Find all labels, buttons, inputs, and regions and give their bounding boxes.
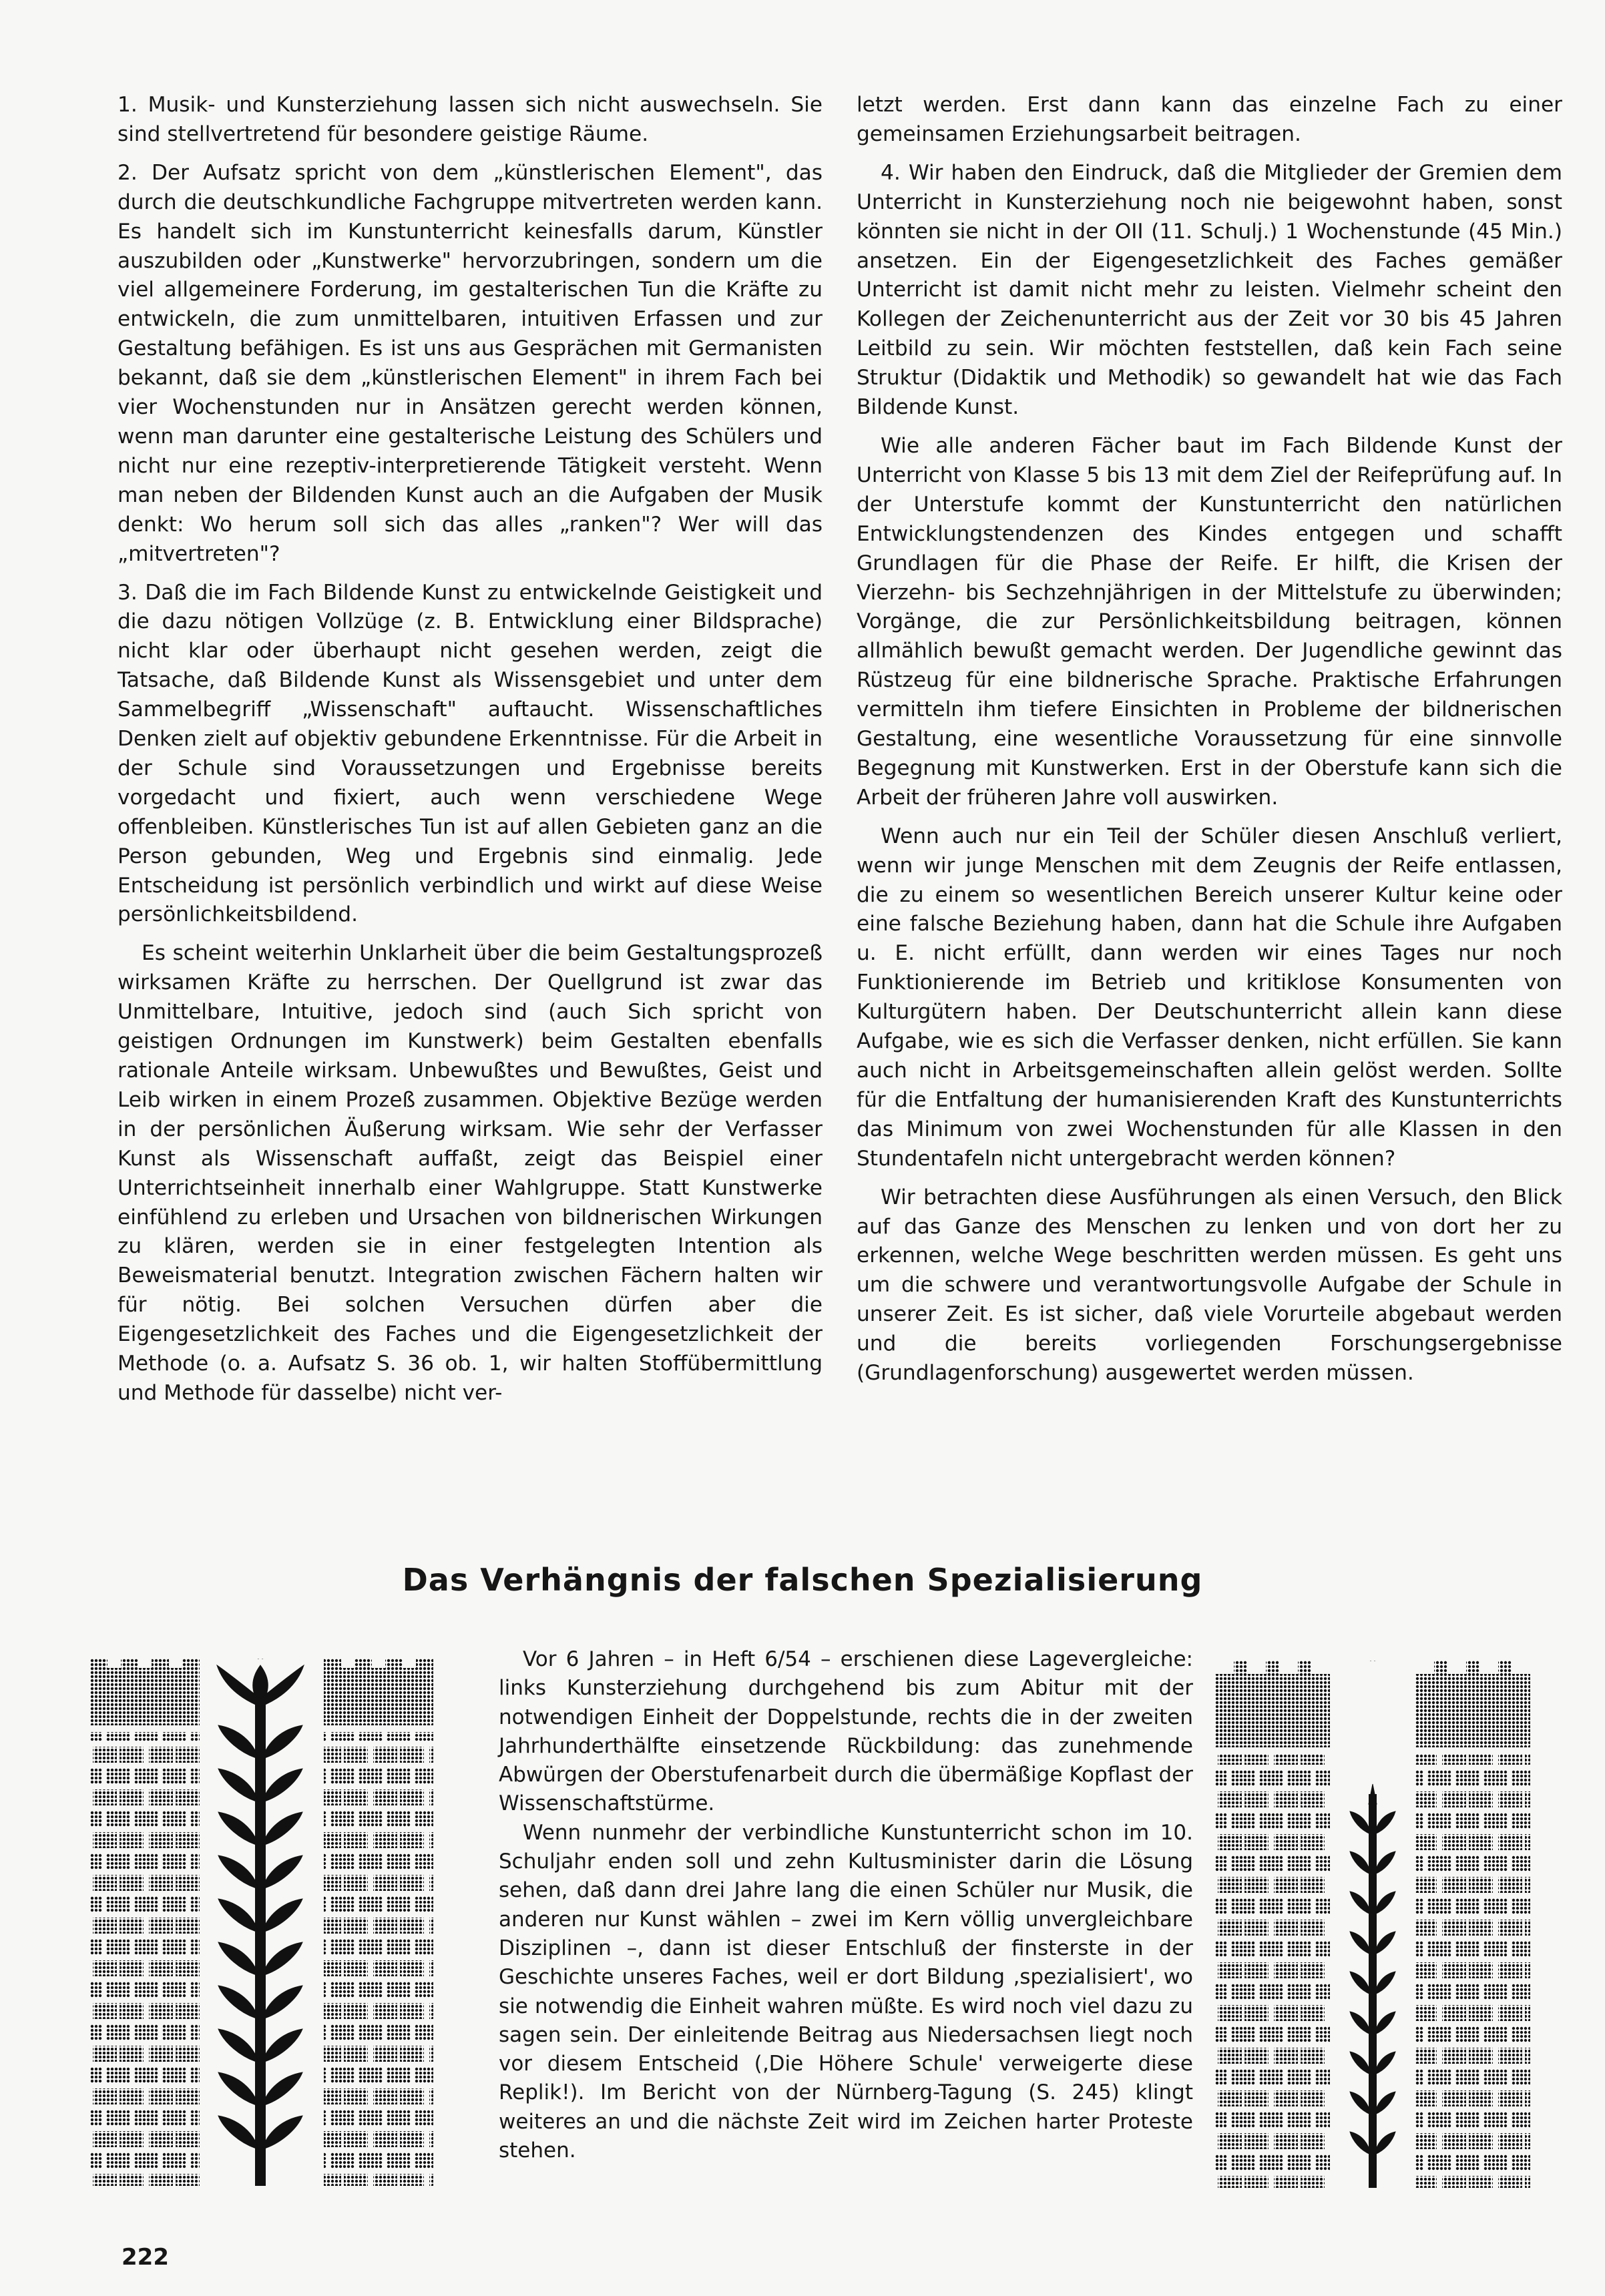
left-column [118,91,823,1408]
page-number: 222 [122,2244,169,2271]
right-paragraph-5: Wir betrachten diese Ausführungen als einen Versuch, den Blick auf das Ganze des Menschen zu lenken und von dort her zu erkennen, welche Wege beschritten werden müssen. Es geht uns um die schwere und verantwortungsvolle Aufgabe der Schule in unserer Zeit. Es ist sicher, daß viele Vorurteile abgebaut werden und die bereits vorliegenden Forschungsergebnisse (Grundlagenforschung) ausgewertet werden müssen. [857,1185,1562,1386]
right-paragraph-1: letzt werden. Erst dann kann das einzelne Fach zu einer gemeinsamen Erziehungsarbeit beitragen. [857,93,1562,146]
left-paragraph-4: Es scheint weiterhin Unklarheit über die beim Gestaltungsprozeß wirksamen Kräfte zu herrschen. Der Quellgrund ist zwar das Unmittelbare, Intuitive, jedoch sind (auch Sich spricht von geistigen Ordnungen im Kunstwerk) beim Gestalten ebenfalls rationale Anteile wirksam. Unbewußtes und Bewußtes, Geist und Leib wirken in einem Prozeß zusammen. Objektive Bezüge werden in der persönlichen Äußerung wirksam. Wie sehr der Verfasser Kunst als Wissenschaft auffaßt, zeigt das Beispiel einer Unterrichtseinheit innerhalb einer Wahlgruppe. Statt Kunstwerke einfühlend zu erleben und Ursachen von bildnerischen Wirkungen zu klären, werden sie in einer festgelegten Intention als Beweismaterial benutzt. Integration zwischen Fächern halten wir für nötig. Bei solchen Versuchen dürfen aber die Eigengesetzlichkeit des Faches und die Eigengesetzlichkeit der Methode (o. a. Aufsatz S. 36 ob. 1, wir halten Stoffübermittlung und Methode für dasselbe) nicht ver- [118,941,823,1405]
towers-with-full-plant-illustration [90,1659,464,2193]
right-paragraph-4: Wenn auch nur ein Teil der Schüler diesen Anschluß verliert, wenn wir junge Menschen mit dem Zeugnis der Reife entlassen, die zu einem so wesentlichen Bereich unserer Kultur keine oder eine falsche Beziehung haben, dann hat die Schule ihre Aufgaben u. E. nicht erfüllt, dann werden wir eines Tages nur noch Funktionierende im Betrieb und kritiklose Konsumenten von Kulturgütern haben. Der Deutschunterricht allein kann diese Aufgabe, wie es sich die Verfasser denken, nicht erfüllen. Sie kann auch nicht in Arbeitsgemeinschaften allein gelöst werden. Sollte für die Entfaltung der humanisierenden Kraft des Kunstunterrichts das Minimum von zwei Wochenstunden für alle Klassen in den Stundentafeln nicht untergebracht werden können? [857,824,1562,1171]
left-tower-a [90,1659,200,2186]
full-plant [217,1659,304,2186]
left-paragraph-1: 1. Musik- und Kunsterziehung lassen sich nicht auswechseln. Sie sind stellvertretend für besondere geistige Räume. [118,93,823,146]
article-headline: Das Verhängnis der falschen Spezialisierung [402,1562,1203,1598]
right-tower-b [1415,1661,1530,2188]
feature-column [499,1645,1193,2165]
right-column [857,91,1562,1388]
right-paragraph-3: Wie alle anderen Fächer baut im Fach Bildende Kunst der Unterricht von Klasse 5 bis 13 mit dem Ziel der Reifeprüfung auf. In der Unterstufe kommt der Kunstunterricht den natürlichen Entwicklungstendenzen des Kindes entgegen und schafft Grundlagen für die Phase der Reife. Er hilft, die Krisen der Vierzehn- bis Sechzehnjährigen in der Mittelstufe zu überwinden; Vorgänge, die zur Persönlichkeitsbildung beitragen, können allmählich bewußt gemacht werden. Der Jugendliche gewinnt das Rüstzeug für eine bildnerische Sprache. Praktische Erfahrungen vermitteln ihm tiefere Einsichten in Probleme der bildnerischen Gestaltung, eine wesentliche Voraussetzung für eine sinnvolle Begegnung mit Kunstwerken. Erst in der Oberstufe kann sich die Arbeit der früheren Jahre voll auswirken. [857,433,1562,810]
stunted-plant [1350,1661,1395,2188]
right-tower-a [1215,1661,1330,2188]
feature-paragraph-2: Wenn nunmehr der verbindliche Kunstunterricht schon im 10. Schuljahr enden soll und zehn Kultusminister darin die Lösung sehen, daß dann drei Jahre lang die einen Schüler nur Musik, die anderen nur Kunst wählen – zwei im Kern völlig unvergleichbare Disziplinen –, dann ist dieser Entschluß der finsterste in der Geschichte unseres Faches, weil er dort Bildung ‚spezialisiert', wo sie notwendig die Einheit wahren müßte. Es wird noch viel dazu zu sagen sein. Der einleitende Beitrag aus Niedersachsen liegt noch vor diesem Entscheid (‚Die Höhere Schule' verweigerte diese Replik!). Im Bericht von der Nürnberg-Tagung (S. 245) klingt weiteres an und die nächste Zeit wird im Zeichen harter Proteste stehen. [499,1820,1193,2163]
left-tower-b [324,1659,433,2186]
feature-paragraph-1: Vor 6 Jahren – in Heft 6/54 – erschienen diese Lagevergleiche: links Kunsterziehung durchgehend bis zum Abitur mit der notwendigen Einheit der Doppelstunde, rechts die in der zweiten Jahrhunderthälfte einsetzende Rückbildung: das zunehmende Abwürgen der Oberstufenarbeit durch die übermäßige Kopflast der Wissenschaftstürme. [499,1647,1193,1816]
left-paragraph-2: 2. Der Aufsatz spricht von dem „künstlerischen Element", das durch die deutschkundliche Fachgruppe mitvertreten werden kann. Es handelt sich im Kunstunterricht keinesfalls darum, Künstler auszubilden oder „Kunstwerke" hervorzubringen, sondern um die viel allgemeinere Forderung, im gestalterischen Tun die Kräfte zu entwickeln, die zum unmittelbaren, intuitiven Erfassen und zur Gestaltung befähigen. Es ist uns aus Gesprächen mit Germanisten bekannt, daß sie dem „künstlerischen Element" in ihrem Fach bei vier Wochenstunden nur in Ansätzen gerecht werden können, wenn man darunter eine gestalterische Leistung des Schülers und nicht nur eine rezeptiv-interpretierende Tätigkeit versteht. Wenn man neben der Bildenden Kunst auch an die Aufgaben der Musik denkt: Wo herum soll sich das alles „ranken"? Wer will das „mitvertreten"? [118,160,823,566]
towers-with-stunted-plant-illustration [1215,1661,1562,2195]
left-paragraph-3: 3. Daß die im Fach Bildende Kunst zu entwickelnde Geistigkeit und die dazu nötigen Vollzüge (z. B. Entwicklung einer Bildsprache) nicht klar oder überhaupt nicht gesehen werden, zeigt die Tatsache, daß Bildende Kunst als Wissensgebiet und unter dem Sammelbegriff „Wissenschaft" auftaucht. Wissenschaftliches Denken zielt auf objektiv gebundene Erkenntnisse. Für die Arbeit in der Schule sind Voraussetzungen und Ergebnisse bereits vorgedacht und fixiert, auch wenn verschiedene Wege offenbleiben. Künstlerisches Tun ist auf allen Gebieten ganz an die Person gebunden, Weg und Ergebnis sind einmalig. Jede Entscheidung ist persönlich verbindlich und wirkt auf diese Weise persönlichkeitsbildend. [118,580,823,927]
right-paragraph-2: 4. Wir haben den Eindruck, daß die Mitglieder der Gremien dem Unterricht in Kunsterziehung noch nie beigewohnt haben, sonst könnten sie nicht in der OII (11. Schulj.) 1 Wochenstunde (45 Min.) ansetzen. Ein der Eigengesetzlichkeit des Faches gemäßer Unterricht ist damit nicht mehr zu leisten. Vielmehr scheint den Kollegen der Zeichenunterricht aus der Zeit vor 30 bis 45 Jahren Leitbild zu sein. Wir möchten feststellen, daß kein Fach seine Struktur (Didaktik und Methodik) so gewandelt hat wie das Fach Bildende Kunst. [857,160,1562,420]
